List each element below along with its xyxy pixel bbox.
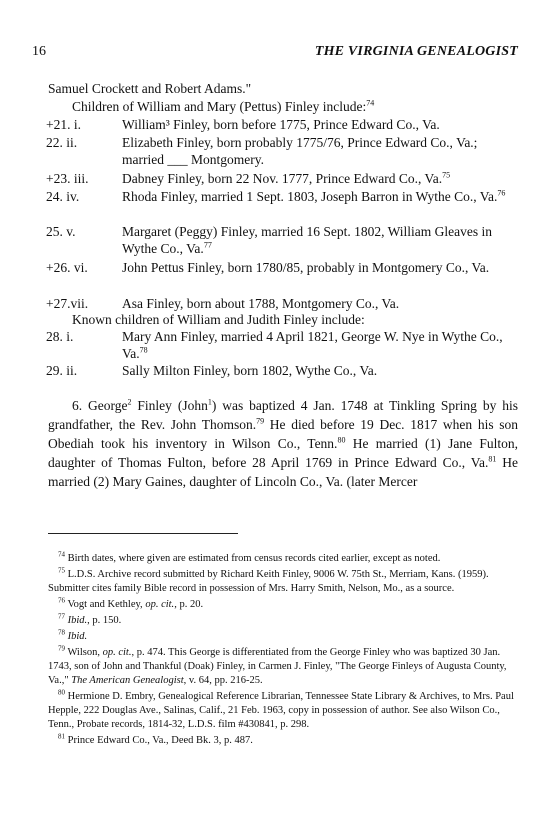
footnote-75 [48, 568, 518, 596]
footnote-ref-80: 80 [337, 435, 346, 445]
children-heading-1 [48, 98, 518, 116]
footnote-mark: 77 [58, 612, 65, 621]
para-segment: ) was baptized 4 Jan. 1748 at Tinkling Spring by his grandfather, the Rev. John Thomson. [48, 398, 518, 432]
footnote-italic: The American Genealogist [71, 675, 184, 686]
journal-title: THE VIRGINIA GENEALOGIST [314, 44, 518, 59]
intro-block [48, 80, 518, 116]
footnote-italic: op. cit. [145, 599, 175, 610]
footnote-ref-75: 75 [442, 170, 451, 180]
footnote-text: Birth dates, where given are estimated from census records cited earlier, except as noted. [67, 553, 441, 564]
para-segment: 6. George [72, 398, 128, 413]
child-text: Mary Ann Finley, married 4 April 1821, George W. Nye in Wythe Co., Va. [122, 329, 503, 361]
footnote-text: Prince Edward Co., Va., Deed Bk. 3, p. 487. [67, 735, 253, 746]
child-number: 22. ii. [46, 135, 78, 150]
children-heading-2: Known children of William and Judith Finley include: [72, 312, 365, 327]
child-number: +26. vi. [46, 260, 88, 275]
footnote-74 [48, 552, 518, 566]
footnote-mark: 81 [58, 732, 65, 741]
child-text: Asa Finley, born about 1788, Montgomery Co., Va. [122, 296, 400, 311]
child-text: Margaret (Peggy) Finley, married 16 Sept. 1802, William Gleaves in Wythe Co., Va. [122, 224, 493, 256]
footnotes [48, 552, 518, 750]
footnote-text: , v. 64, pp. 216-25. [183, 675, 263, 686]
footnote-text: Hermione D. Embry, Genealogical Reference Librarian, Tennessee State Library & Archives, to Mrs. Paul Hepple, 222 Douglas Ave., Salinas, Calif., 21 Feb. 1963, copy in possession of author. See also Wilson Co., Tenn., Probate records, 1814-32, L.D.S. film #430841, p. 298. [48, 691, 514, 730]
footnote-mark: 76 [58, 596, 65, 605]
footnote-ref-78: 78 [139, 345, 148, 355]
footnote-ref-77: 77 [203, 240, 212, 250]
para-segment: He died before 19 Dec. 1817 when his son Obediah took his inventory in Wilson Co., Tenn. [48, 417, 518, 451]
footnote-78 [48, 630, 518, 644]
footnote-ref-81: 81 [488, 454, 497, 464]
child-number: 25. v. [46, 224, 76, 239]
footnote-ref-74: 74 [366, 98, 375, 108]
child-number: 28. i. [46, 329, 74, 344]
child-text: Elizabeth Finley, born probably 1775/76, Prince Edward Co., Va.; married ___ Montgomery. [122, 135, 478, 167]
footnote-mark: 78 [58, 628, 65, 637]
footnote-81 [48, 734, 518, 748]
child-text: John Pettus Finley, born 1780/85, probably in Montgomery Co., Va. [122, 260, 490, 275]
page-number: 16 [32, 44, 46, 59]
footnote-text: , p. 150. [87, 615, 122, 626]
child-text-wrap [122, 188, 520, 205]
child-text-wrap [122, 328, 520, 362]
footnote-text: Vogt and Kethley, [67, 599, 146, 610]
footnote-text: , p. 20. [174, 599, 204, 610]
child-text: Dabney Finley, born 22 Nov. 1777, Prince Edward Co., Va. [122, 171, 443, 186]
child-number: +21. i. [46, 117, 81, 132]
footnote-text: , p. 474. This George is differentiated from the George Finley who was baptized 30 Jan. 1743, son of John and Thankful (Doak) Finley, in Carmen J. Finley, "The George Finleys of Augusta County, Va.," [48, 647, 507, 686]
footnote-text: Wilson, [67, 647, 103, 658]
child-text: Rhoda Finley, married 1 Sept. 1803, Joseph Barron in Wythe Co., Va. [122, 189, 498, 204]
child-text-wrap [122, 170, 520, 187]
child-text: William³ Finley, born before 1775, Prince Edward Co., Va. [122, 117, 440, 132]
children-heading-2-wrap [48, 311, 518, 329]
child-text-wrap [122, 223, 520, 257]
running-header [32, 44, 518, 64]
footnote-italic: Ibid. [67, 615, 88, 626]
footnote-77 [48, 614, 518, 628]
footnote-ref-79: 79 [256, 416, 265, 426]
child-number: +23. iii. [46, 171, 89, 186]
footnote-italic: Ibid. [67, 631, 88, 642]
generation-sup: 2 [127, 397, 132, 407]
footnote-76 [48, 598, 518, 612]
para-segment: He married (2) Mary Gaines, daughter of Lincoln Co., Va. (later Mercer [48, 455, 518, 489]
george-finley-paragraph [48, 396, 518, 491]
paragraph-text [48, 396, 518, 491]
children-heading-1-text: Children of William and Mary (Pettus) Finley include: [72, 99, 367, 114]
footnote-text: L.D.S. Archive record submitted by Richard Keith Finley, 9006 W. 75th St., Merriam, Kans. (1959). Submitter cites family Bible record in possession of Mrs. Harry Smith, Nelson, Mo., as a source. [48, 569, 489, 594]
footnote-mark: 79 [58, 644, 65, 653]
para-segment: Finley (John [131, 398, 208, 413]
footnote-divider [48, 533, 238, 534]
footnote-italic: op. cit. [102, 647, 132, 658]
footnote-ref-76: 76 [497, 188, 506, 198]
intro-line-1: Samuel Crockett and Robert Adams." [48, 81, 252, 96]
footnote-mark: 75 [58, 566, 65, 575]
child-number: 29. ii. [46, 363, 78, 378]
child-number: 24. iv. [46, 189, 80, 204]
footnote-80 [48, 690, 518, 732]
child-number: +27.vii. [46, 296, 89, 311]
footnote-mark: 74 [58, 550, 65, 559]
child-text: Sally Milton Finley, born 1802, Wythe Co., Va. [122, 363, 378, 378]
para-segment: He married (1) Jane Fulton, daughter of Thomas Fulton, before 28 April 1769 in Prince Edward Co., Va. [48, 436, 518, 470]
generation-sup: 1 [207, 397, 212, 407]
footnote-79 [48, 646, 518, 688]
footnote-mark: 80 [58, 688, 65, 697]
